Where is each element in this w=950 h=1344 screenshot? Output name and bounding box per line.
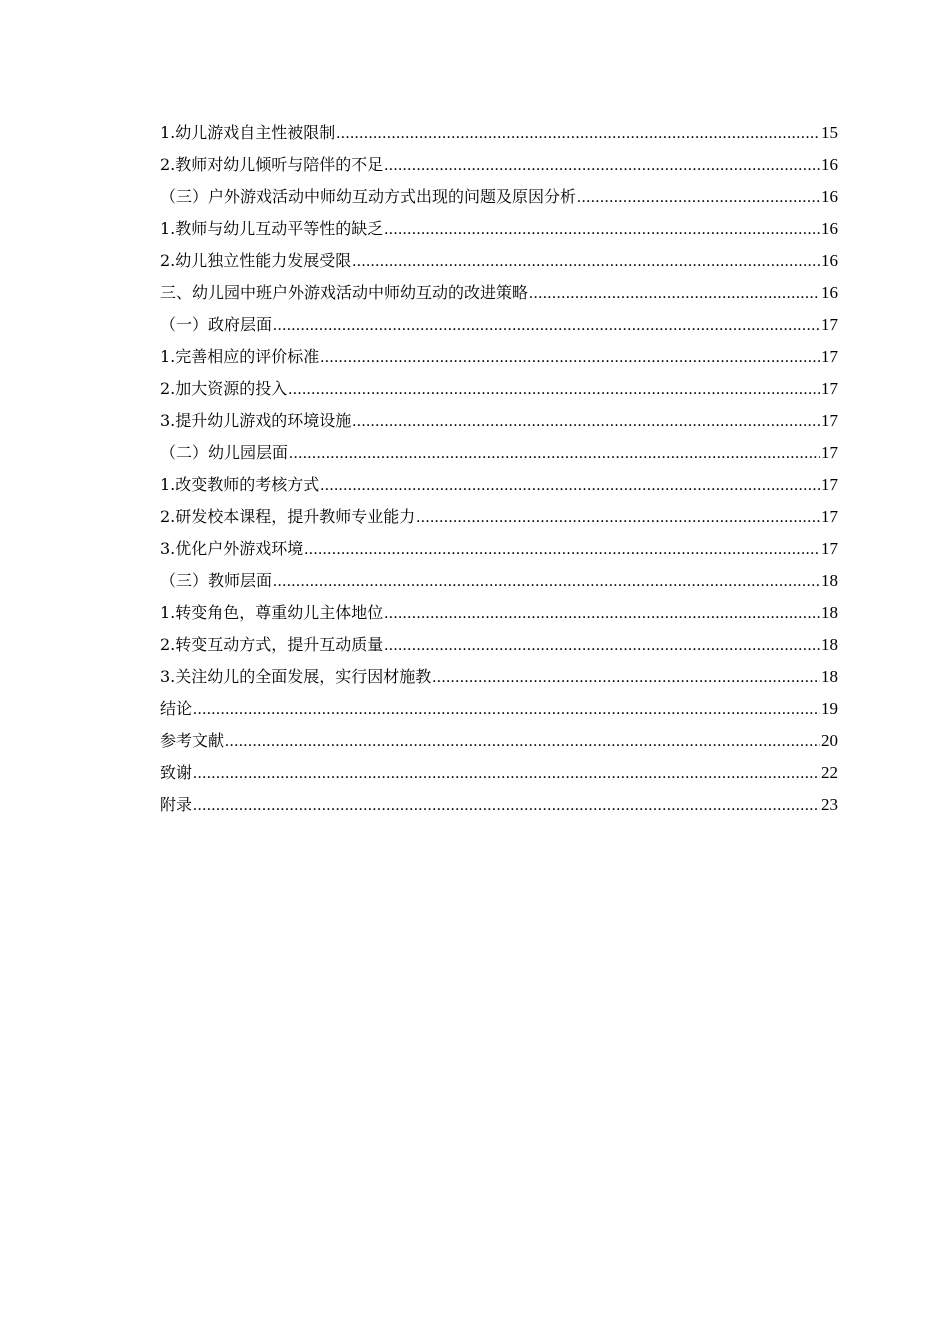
toc-leader-dots [193, 694, 820, 726]
toc-entry-title: 3.关注幼儿的全面发展，实行因材施教 [160, 667, 432, 686]
toc-leader-dots [384, 214, 820, 246]
toc-entry-title: 2.加大资源的投入 [160, 379, 288, 398]
toc-entry-title: 3.优化户外游戏环境 [160, 539, 304, 558]
toc-entry-title: 1.改变教师的考核方式 [160, 475, 320, 494]
toc-leader-dots [384, 598, 820, 630]
toc-entry-page: 18 [821, 635, 838, 654]
toc-entry-page: 18 [821, 603, 838, 622]
toc-entry[interactable] [160, 373, 838, 405]
toc-entry-page: 17 [821, 347, 838, 366]
toc-entry-page: 17 [821, 379, 838, 398]
toc-entry[interactable] [160, 501, 838, 533]
toc-entry[interactable] [160, 341, 838, 373]
toc-entry-page: 17 [821, 539, 838, 558]
toc-entry[interactable] [160, 181, 838, 213]
toc-entry[interactable] [160, 213, 838, 245]
toc-entry-title: 2.幼儿独立性能力发展受限 [160, 251, 352, 270]
toc-entry-title: 2.转变互动方式，提升互动质量 [160, 635, 384, 654]
toc-entry-page: 17 [821, 475, 838, 494]
toc-entry[interactable] [160, 405, 838, 437]
toc-entry-title: 1.转变角色，尊重幼儿主体地位 [160, 603, 384, 622]
toc-entry-page: 18 [821, 667, 838, 686]
toc-entry-page: 23 [821, 795, 838, 814]
toc-leader-dots [289, 438, 820, 470]
toc-entry-page: 19 [821, 699, 838, 718]
toc-entry-title: 1.完善相应的评价标准 [160, 347, 320, 366]
toc-entry-title: （一）政府层面 [160, 315, 273, 334]
toc-entry-page: 17 [821, 411, 838, 430]
toc-leader-dots [320, 342, 820, 374]
toc-leader-dots [352, 406, 820, 438]
toc-entry-title: （三）教师层面 [160, 571, 273, 590]
toc-entry[interactable] [160, 757, 838, 789]
toc-entry-page: 17 [821, 443, 838, 462]
toc-entry-page: 16 [821, 219, 838, 238]
toc-entry-page: 16 [821, 155, 838, 174]
toc-entry[interactable] [160, 565, 838, 597]
toc-entry[interactable] [160, 533, 838, 565]
toc-entry[interactable] [160, 789, 838, 821]
toc-leader-dots [529, 278, 820, 310]
table-of-contents [160, 117, 838, 821]
toc-entry[interactable] [160, 309, 838, 341]
toc-leader-dots [352, 246, 820, 278]
toc-entry-title: （三）户外游戏活动中师幼互动方式出现的问题及原因分析 [160, 187, 577, 206]
toc-entry-page: 22 [821, 763, 838, 782]
toc-entry[interactable] [160, 469, 838, 501]
toc-entry[interactable] [160, 661, 838, 693]
toc-entry[interactable] [160, 149, 838, 181]
toc-leader-dots [577, 182, 820, 214]
toc-entry-page: 15 [821, 123, 838, 142]
toc-entry-title: 致谢 [160, 763, 193, 782]
toc-entry-page: 18 [821, 571, 838, 590]
toc-entry[interactable] [160, 597, 838, 629]
toc-entry[interactable] [160, 725, 838, 757]
toc-entry-title: 1.幼儿游戏自主性被限制 [160, 123, 336, 142]
toc-entry[interactable] [160, 693, 838, 725]
toc-leader-dots [384, 150, 820, 182]
toc-entry[interactable] [160, 629, 838, 661]
toc-leader-dots [273, 310, 820, 342]
toc-leader-dots [288, 374, 820, 406]
toc-entry-title: 结论 [160, 699, 193, 718]
toc-entry[interactable] [160, 117, 838, 149]
toc-leader-dots [273, 566, 820, 598]
toc-entry-page: 20 [821, 731, 838, 750]
toc-leader-dots [193, 758, 820, 790]
toc-entry[interactable] [160, 437, 838, 469]
toc-entry-title: 3.提升幼儿游戏的环境设施 [160, 411, 352, 430]
toc-leader-dots [432, 662, 820, 694]
toc-leader-dots [336, 118, 820, 150]
toc-entry-title: 参考文献 [160, 731, 225, 750]
toc-entry-page: 16 [821, 283, 838, 302]
toc-entry-page: 16 [821, 251, 838, 270]
toc-entry-title: 2.教师对幼儿倾听与陪伴的不足 [160, 155, 384, 174]
toc-entry-title: 附录 [160, 795, 193, 814]
toc-entry[interactable] [160, 277, 838, 309]
toc-leader-dots [225, 726, 820, 758]
toc-entry-page: 17 [821, 315, 838, 334]
toc-leader-dots [304, 534, 820, 566]
toc-leader-dots [320, 470, 820, 502]
toc-leader-dots [384, 630, 820, 662]
toc-entry-title: 1.教师与幼儿互动平等性的缺乏 [160, 219, 384, 238]
toc-entry-page: 17 [821, 507, 838, 526]
toc-leader-dots [416, 502, 820, 534]
toc-entry-title: 三、幼儿园中班户外游戏活动中师幼互动的改进策略 [160, 283, 529, 302]
toc-entry-page: 16 [821, 187, 838, 206]
toc-entry-title: 2.研发校本课程，提升教师专业能力 [160, 507, 416, 526]
toc-entry[interactable] [160, 245, 838, 277]
toc-leader-dots [193, 790, 820, 822]
toc-entry-title: （二）幼儿园层面 [160, 443, 289, 462]
